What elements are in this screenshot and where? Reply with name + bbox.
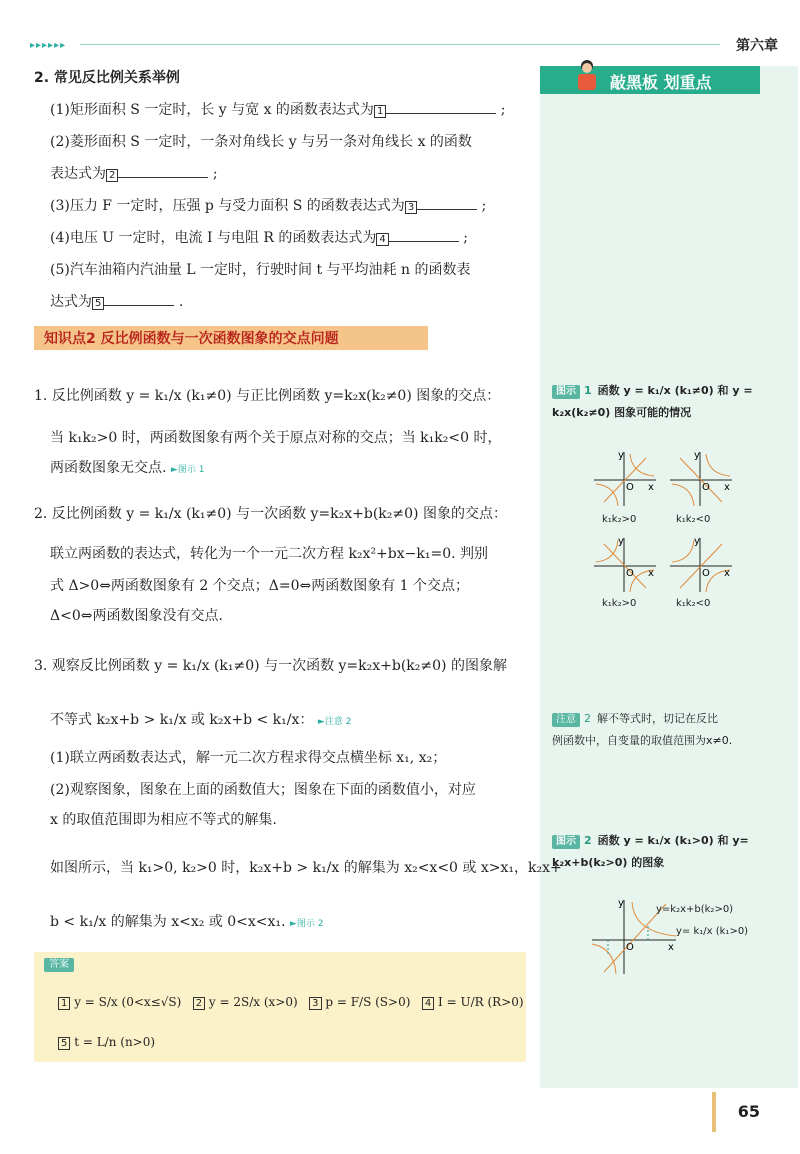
graph-curve-label: y= k₁/x (k₁>0) bbox=[676, 926, 749, 937]
graph-3 bbox=[590, 534, 660, 594]
graph-1 bbox=[590, 448, 660, 508]
tip-figure-2[interactable]: ►图示 2 bbox=[289, 919, 324, 929]
svg-text:x: x bbox=[648, 568, 654, 579]
item-5: (5)汽车油箱内汽油量 L 一定时，行驶时间 t 与平均油耗 n 的函数表 bbox=[50, 262, 471, 278]
graph-2-label: k₁k₂<0 bbox=[676, 514, 711, 525]
item-2: (2)菱形面积 S 一定时，一条对角线长 y 与另一条对角线长 x 的函数 bbox=[50, 134, 472, 150]
answer-row-1: 1 y = S/x (0<x≤√S) 2 y = 2S/x (x>0) 3 p = F/S (S>0) 4 I = U/R (R>0) bbox=[58, 992, 524, 1012]
graph-4-label: k₁k₂<0 bbox=[676, 598, 711, 609]
kp-p2: 2. 反比例函数 y = k₁/x (k₁≠0) 与一次函数 y=k₂x+b(k₂≠0) 图象的交点： bbox=[34, 506, 507, 522]
svg-text:y: y bbox=[618, 898, 624, 909]
tip-figure-1[interactable]: ►图示 1 bbox=[170, 465, 205, 475]
sidebar-note-2: 注意 2 解不等式时，切记在反比 例函数中，自变量的取值范围为x≠0. bbox=[552, 712, 733, 747]
kp-p1: 1. 反比例函数 y = k₁/x (k₁≠0) 与正比例函数 y=k₂x(k₂≠0) 图象的交点： bbox=[34, 388, 501, 404]
kp-p3c: (2)观察图象，图象在上面的函数值大；图象在下面的函数值小，对应 bbox=[50, 782, 476, 798]
kp-p4a: b < k₁/x 的解集为 x<x₂ 或 0<x<x₁. ►图示 2 bbox=[50, 914, 324, 930]
kp-p2b: 式 Δ>0⇔两函数图象有 2 个交点；Δ=0⇔两函数图象有 1 个交点； bbox=[50, 578, 470, 594]
chapter-label: 第六章 bbox=[736, 38, 778, 54]
svg-text:O: O bbox=[626, 482, 634, 493]
svg-text:y: y bbox=[618, 450, 624, 461]
kp-p3a: 不等式 k₂x+b > k₁/x 或 k₂x+b < k₁/x： ►注意 2 bbox=[50, 712, 352, 728]
header-dots: ▸▸▸▸▸▸ bbox=[30, 40, 67, 51]
svg-text:x: x bbox=[724, 568, 730, 579]
item-5b: 达式为 5 . bbox=[50, 294, 184, 310]
svg-text:x: x bbox=[724, 482, 730, 493]
graph-1-label: k₁k₂>0 bbox=[602, 514, 637, 525]
answer-tag: 答案 bbox=[44, 958, 74, 972]
svg-text:x: x bbox=[648, 482, 654, 493]
tip-note-2[interactable]: ►注意 2 bbox=[317, 717, 352, 727]
svg-text:O: O bbox=[702, 568, 710, 579]
note-tag: 图示 bbox=[552, 385, 580, 399]
teacher-avatar-icon bbox=[572, 58, 602, 94]
sidebar-note-3: 图示 2 函数 y = k₁/x (k₁>0) 和 y= k₂x+b(k₂>0) 的图象 bbox=[552, 834, 749, 869]
svg-text:y: y bbox=[694, 536, 700, 547]
graph-2 bbox=[666, 448, 736, 508]
kp-p3: 3. 观察反比例函数 y = k₁/x (k₁≠0) 与一次函数 y=k₂x+b(k₂≠0) 的图象解 bbox=[34, 658, 507, 674]
kp-p1b: 两函数图象无交点. ►图示 1 bbox=[50, 460, 205, 476]
svg-text:O: O bbox=[626, 568, 634, 579]
svg-text:O: O bbox=[626, 942, 634, 953]
item-4: (4)电压 U 一定时，电流 I 与电阻 R 的函数表达式为 4 ; bbox=[50, 230, 468, 246]
kp-p3d: x 的取值范围即为相应不等式的解集. bbox=[50, 812, 277, 828]
page-number: 65 bbox=[737, 1102, 760, 1121]
sidebar-note-1: 图示 1 函数 y = k₁/x (k₁≠0) 和 y = k₂x(k₂≠0) 图象可能的情况 bbox=[552, 384, 753, 419]
item-3: (3)压力 F 一定时，压强 p 与受力面积 S 的函数表达式为 3 ; bbox=[50, 198, 487, 214]
svg-text:y: y bbox=[618, 536, 624, 547]
graph-3-label: k₁k₂>0 bbox=[602, 598, 637, 609]
item-2b: 表达式为 2 ; bbox=[50, 166, 218, 182]
page-accent bbox=[712, 1092, 716, 1132]
svg-text:x: x bbox=[668, 942, 674, 953]
svg-text:y: y bbox=[694, 450, 700, 461]
graph-4 bbox=[666, 534, 736, 594]
header-rule bbox=[80, 44, 720, 45]
knowledge-title: 知识点2 反比例函数与一次函数图象的交点问题 bbox=[44, 331, 339, 347]
kp-p3b: (1)联立两函数表达式，解一元二次方程求得交点横坐标 x₁, x₂； bbox=[50, 750, 447, 766]
kp-p4: 如图所示，当 k₁>0, k₂>0 时，k₂x+b > k₁/x 的解集为 x₂<x<0 或 x>x₁，k₂x+ bbox=[50, 860, 562, 876]
answer-row-2: 5 t = L/n (n>0) bbox=[58, 1032, 155, 1052]
kp-p2c: Δ<0⇔两函数图象没有交点. bbox=[50, 608, 223, 624]
kp-p1a: 当 k₁k₂>0 时，两函数图象有两个关于原点对称的交点；当 k₁k₂<0 时， bbox=[50, 430, 502, 446]
svg-text:O: O bbox=[702, 482, 710, 493]
item-1: (1)矩形面积 S 一定时，长 y 与宽 x 的函数表达式为 1 ; bbox=[50, 102, 506, 118]
sidebar-banner-text: 敲黑板 划重点 bbox=[610, 73, 712, 92]
section-title: 2. 常见反比例关系举例 bbox=[34, 70, 180, 86]
graph-line-label: y=k₂x+b(k₂>0) bbox=[656, 904, 734, 915]
kp-p2a: 联立两函数的表达式，转化为一个一元二次方程 k₂x²+bx−k₁=0. 判别 bbox=[50, 546, 489, 562]
